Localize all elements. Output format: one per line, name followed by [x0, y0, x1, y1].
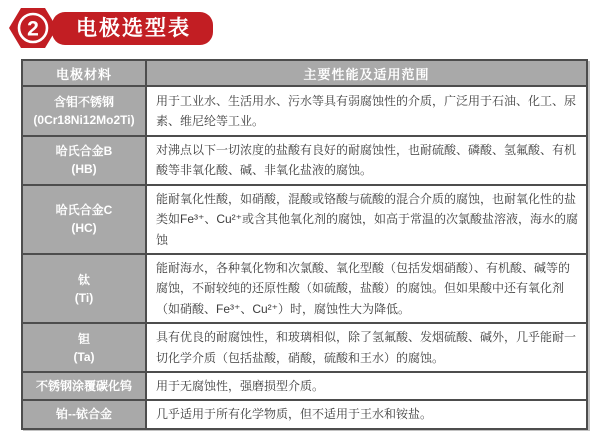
electrode-selection-table [21, 59, 588, 430]
material-cell [22, 185, 146, 254]
material-cell [22, 136, 146, 185]
material-name: 铂--铱合金 [56, 407, 112, 422]
material-name: 钛 [77, 272, 90, 287]
table-row [22, 400, 587, 428]
material-description: 用于工业水、生活用水、污水等具有弱腐蚀性的介质，广泛用于石油、化工、尿素、维尼纶等工业。 [146, 86, 587, 136]
table-row [22, 86, 587, 136]
number-badge [8, 6, 58, 50]
material-description: 能耐氧化性酸，如硝酸，混酸或铬酸与硫酸的混合介质的腐蚀，也耐氧化性的盐类如Fe³⁺、Cu²⁺或含其他氧化剂的腐蚀，如高于常温的次氯酸盐溶液，海水的腐蚀 [146, 185, 587, 254]
material-description: 能耐海水，各种氧化物和次氯酸、氧化型酸（包括发烟硝酸）、有机酸、碱等的腐蚀，不耐较纯的还原性酸（如硫酸，盐酸）的腐蚀。但如果酸中还有氧化剂（如硝酸、Fe³⁺、Cu²⁺）时，腐蚀性大为降低。 [146, 254, 587, 323]
material-description: 用于无腐蚀性，强磨损型介质。 [146, 372, 587, 400]
page-title: 电极选型表 [52, 12, 213, 45]
material-description: 几乎适用于所有化学物质，但不适用于王水和铵盐。 [146, 400, 587, 428]
material-name: 钽 [77, 331, 90, 346]
material-cell [22, 372, 146, 400]
badge-number-text: 2 [27, 17, 39, 41]
material-cell [22, 254, 146, 323]
material-description: 对沸点以下一切浓度的盐酸有良好的耐腐蚀性，也耐硫酸、磷酸、氢氟酸、有机酸等非氧化酸、碱、非氧化盐液的腐蚀。 [146, 136, 587, 185]
material-code: (0Cr18Ni12Mo2Ti) [33, 113, 135, 127]
material-cell [22, 86, 146, 136]
table-row [22, 372, 587, 400]
table-row [22, 323, 587, 372]
table-row [22, 254, 587, 323]
column-header-material: 电极材料 [22, 60, 146, 86]
material-name: 不锈钢涂覆碳化钨 [35, 379, 132, 394]
table-row [22, 185, 587, 254]
material-name: 含钼不锈钢 [53, 95, 114, 109]
material-code: (Ta) [73, 349, 95, 364]
material-code: (Ti) [74, 290, 94, 305]
section-header [8, 6, 213, 50]
material-cell [22, 400, 146, 428]
material-code: (HB) [71, 162, 97, 177]
hexagon-badge-icon [8, 6, 58, 50]
table-header-row [22, 60, 587, 86]
material-name: 哈氏合金C [55, 203, 113, 218]
material-cell [22, 323, 146, 372]
material-description: 具有优良的耐腐蚀性，和玻璃相似，除了氢氟酸、发烟硫酸、碱外，几乎能耐一切化学介质（包括盐酸，硝酸，硫酸和王水）的腐蚀。 [146, 323, 587, 372]
table-row [22, 136, 587, 185]
column-header-performance: 主要性能及适用范围 [146, 60, 587, 86]
material-name: 哈氏合金B [55, 144, 113, 159]
material-code: (HC) [71, 221, 97, 236]
